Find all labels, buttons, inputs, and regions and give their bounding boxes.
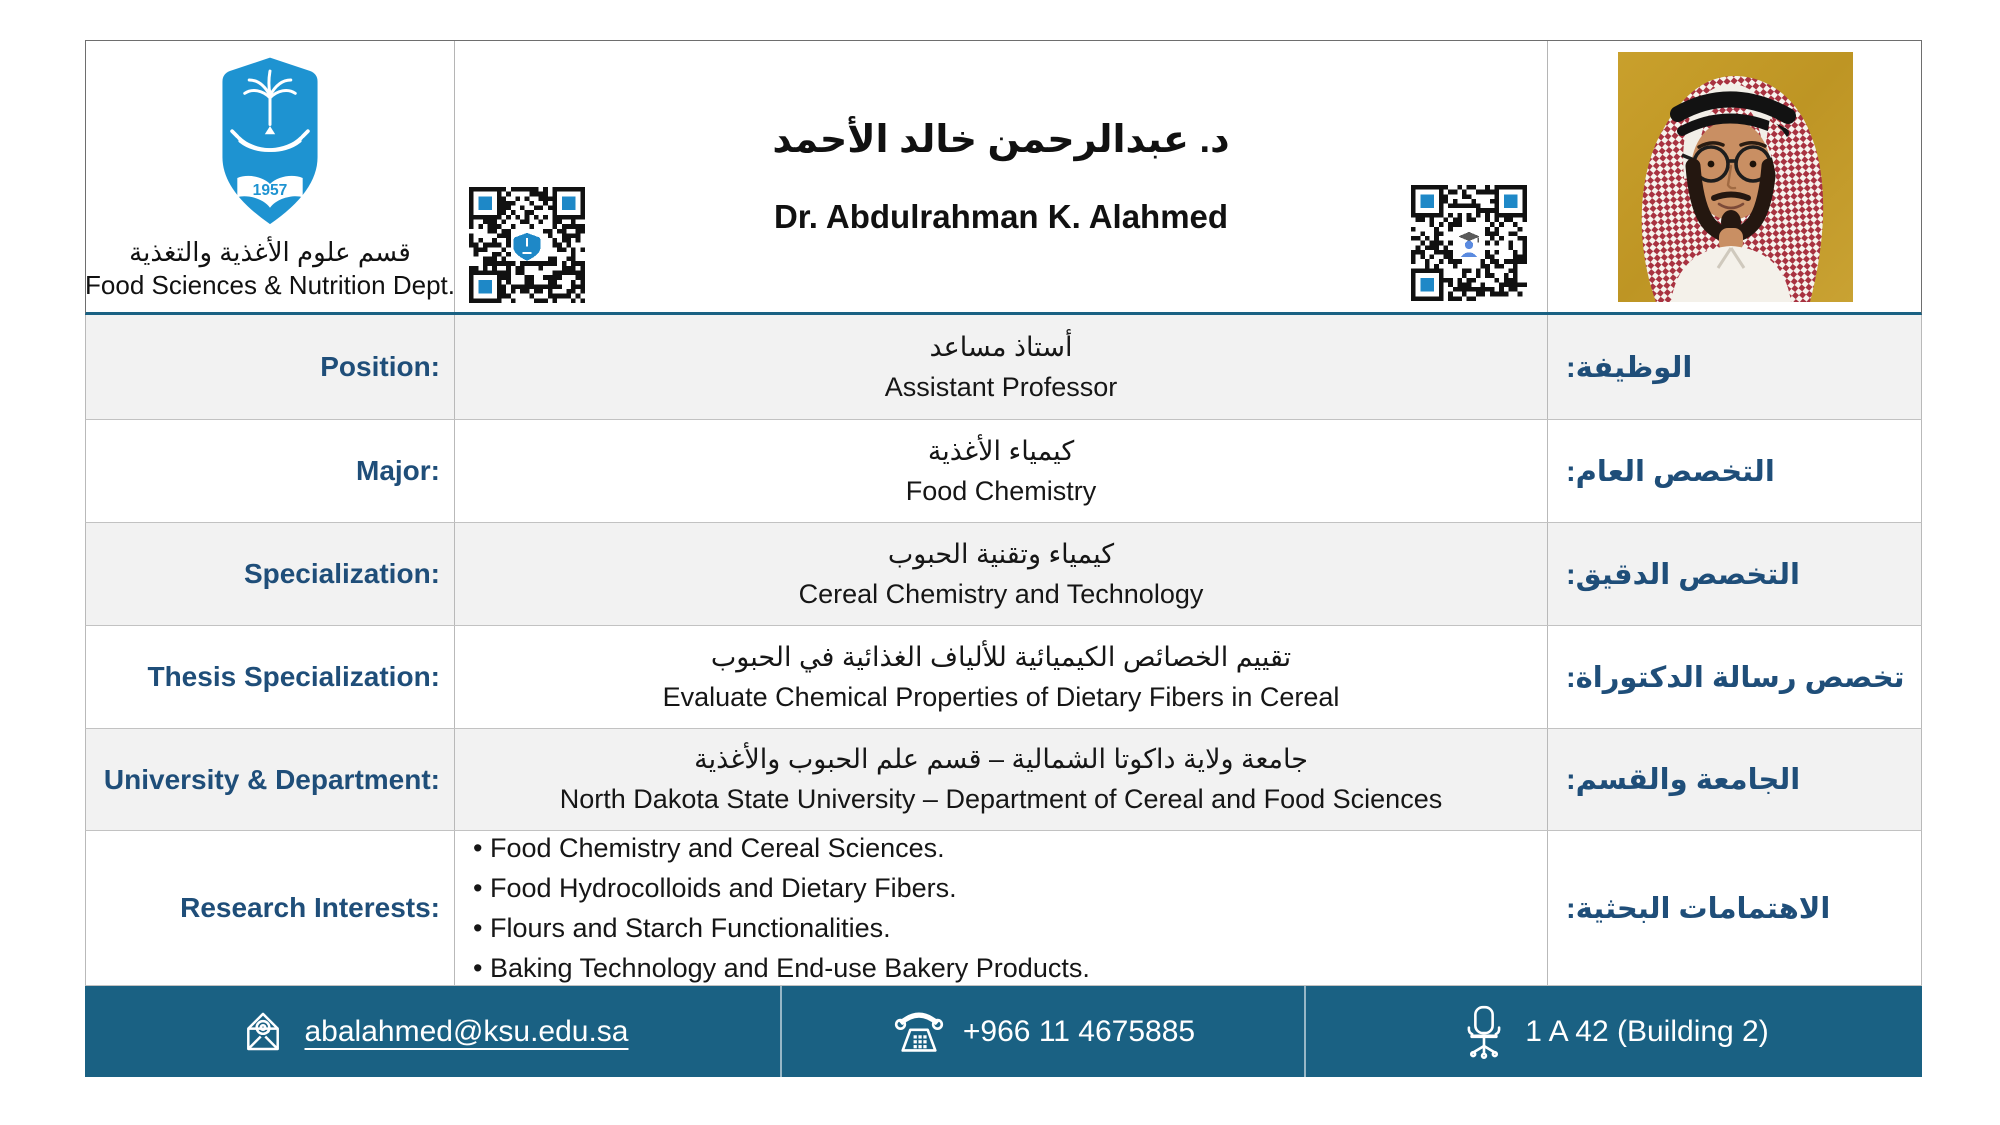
office-location: 1 A 42 (Building 2) bbox=[1525, 1014, 1769, 1048]
table-row bbox=[85, 729, 1922, 831]
table-row bbox=[85, 420, 1922, 523]
row-value-en: Evaluate Chemical Properties of Dietary Fibers in Cereal bbox=[662, 681, 1340, 712]
contact-bar bbox=[85, 986, 1922, 1077]
qr-code-left bbox=[469, 187, 585, 303]
department-name-arabic: قسم علوم الأغذية والتغذية bbox=[129, 237, 411, 267]
office-chair-icon bbox=[1459, 1005, 1509, 1059]
phone-icon bbox=[891, 1007, 947, 1057]
row-value-ar: جامعة ولاية داكوتا الشمالية – قسم علم الحبوب والأغذية bbox=[694, 744, 1308, 774]
mail-icon bbox=[237, 1006, 289, 1058]
table-row bbox=[85, 315, 1922, 420]
office-segment bbox=[1304, 986, 1922, 1077]
row-value-en: Cereal Chemistry and Technology bbox=[798, 578, 1204, 609]
department-name-english: Food Sciences & Nutrition Dept. bbox=[85, 270, 455, 300]
row-value-en: Assistant Professor bbox=[884, 371, 1118, 402]
row-label-en: Thesis Specialization: bbox=[147, 661, 440, 692]
department-cell bbox=[86, 41, 454, 312]
row-value-ar: كيمياء الأغذية bbox=[927, 435, 1075, 466]
row-label-en: Specialization: bbox=[243, 558, 440, 589]
research-interest-item: • Flours and Starch Functionalities. bbox=[473, 913, 891, 944]
row-label-ar: تخصص رسالة الدكتوراة: bbox=[1566, 661, 1905, 694]
name-cell bbox=[454, 41, 1547, 312]
row-value-en: North Dakota State University – Department of Cereal and Food Sciences bbox=[559, 784, 1443, 814]
research-interest-item: • Food Chemistry and Cereal Sciences. bbox=[473, 833, 945, 864]
faculty-profile-card bbox=[85, 40, 1922, 1077]
row-label-ar: التخصص العام: bbox=[1566, 455, 1775, 488]
photo-cell bbox=[1547, 41, 1923, 312]
table-row-research-interests bbox=[85, 831, 1922, 986]
row-label-ar: الوظيفة: bbox=[1566, 351, 1693, 384]
professor-name-arabic: د. عبدالرحمن خالد الأحمد bbox=[772, 119, 1230, 161]
table-row bbox=[85, 523, 1922, 626]
row-label-en: University & Department: bbox=[103, 763, 440, 795]
phone-segment bbox=[780, 986, 1304, 1077]
research-interests-list bbox=[455, 831, 1547, 985]
ksu-logo-icon bbox=[218, 53, 322, 231]
row-label-en: Research Interests: bbox=[180, 892, 440, 923]
phone-number: +966 11 4675885 bbox=[962, 1014, 1196, 1048]
professor-name-english: Dr. Abdulrahman K. Alahmed bbox=[773, 198, 1229, 235]
row-value-en: Food Chemistry bbox=[905, 475, 1097, 506]
row-value-ar: كيمياء وتقنية الحبوب bbox=[887, 538, 1115, 569]
email-link[interactable]: abalahmed@ksu.edu.sa bbox=[304, 1014, 629, 1048]
row-value-ar: تقييم الخصائص الكيميائية للألياف الغذائية في الحبوب bbox=[710, 641, 1292, 672]
card-header bbox=[85, 40, 1922, 315]
qr-code-right bbox=[1411, 185, 1527, 301]
row-label-en: Position: bbox=[320, 351, 440, 382]
table-row bbox=[85, 626, 1922, 729]
row-value-ar: أستاذ مساعد bbox=[929, 331, 1073, 362]
logo-year: 1957 bbox=[252, 182, 288, 200]
research-interest-item: • Food Hydrocolloids and Dietary Fibers. bbox=[473, 873, 957, 904]
profile-photo bbox=[1618, 52, 1853, 302]
row-label-ar: التخصص الدقيق: bbox=[1566, 558, 1800, 591]
row-label-ar: الاهتمامات البحثية: bbox=[1566, 892, 1831, 925]
row-label-en: Major: bbox=[356, 455, 440, 486]
research-interest-item: • Baking Technology and End-use Bakery Products. bbox=[473, 953, 1090, 984]
email-segment bbox=[85, 986, 780, 1077]
row-label-ar: الجامعة والقسم: bbox=[1566, 764, 1801, 796]
